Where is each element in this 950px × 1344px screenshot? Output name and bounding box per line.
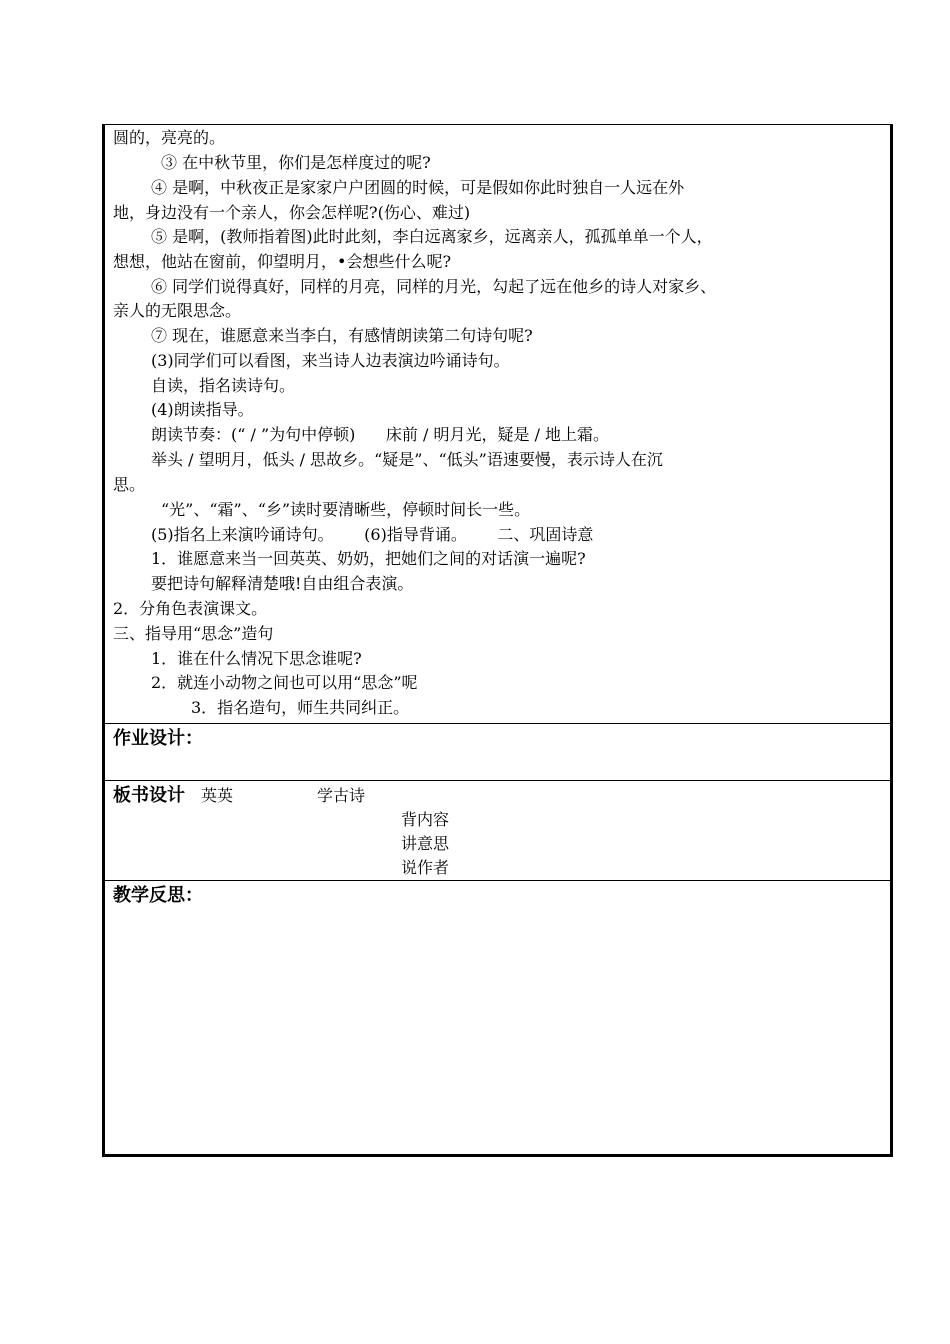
lesson-line: 地，身边没有一个亲人，你会怎样呢?(伤心、难过) xyxy=(113,203,471,222)
lesson-line: 想想，他站在窗前，仰望明月，•会想些什么呢? xyxy=(113,252,452,271)
homework-heading: 作业设计： xyxy=(113,728,203,749)
lesson-line: (4)朗读指导。 xyxy=(151,400,254,419)
lesson-line: ③ 在中秋节里，你们是怎样度过的呢? xyxy=(161,153,431,172)
board-name: 英英 xyxy=(201,786,234,805)
lesson-line: (5)指名上来演吟诵诗句。 (6)指导背诵。 二、巩固诗意 xyxy=(151,525,594,544)
lesson-line: ⑦ 现在，谁愿意来当李白，有感情朗读第二句诗句呢? xyxy=(151,326,533,345)
lesson-line: 要把诗句解释清楚哦!自由组合表演。 xyxy=(151,574,414,593)
lesson-line: 圆的，亮亮的。 xyxy=(113,128,226,147)
teaching-reflection-section xyxy=(105,880,890,1154)
board-design-section xyxy=(105,780,890,881)
lesson-line: 亲人的无限思念。 xyxy=(113,301,242,320)
lesson-line: 2．就连小动物之间也可以用“思念”呢 xyxy=(151,673,418,692)
lesson-line: (3)同学们可以看图，来当诗人边表演边吟诵诗句。 xyxy=(151,351,510,370)
reflection-heading: 教学反思： xyxy=(113,885,203,906)
lesson-line: ⑥ 同学们说得真好，同样的月亮，同样的月光，勾起了远在他乡的诗人对家乡、 xyxy=(151,277,717,296)
board-title: 学古诗 xyxy=(317,786,366,805)
board-heading: 板书设计 xyxy=(113,785,185,806)
homework-section xyxy=(105,723,890,781)
lesson-line: 自读，指名读诗句。 xyxy=(151,376,296,395)
lesson-line: 朗读节奏：(“ / ”为句中停顿) 床前 / 明月光，疑是 / 地上霜。 xyxy=(151,425,610,444)
lesson-line: 三、指导用“思念”造句 xyxy=(113,624,274,643)
board-item: 背内容 xyxy=(401,810,450,829)
lesson-line: 2．分角色表演课文。 xyxy=(113,599,268,618)
lesson-line: ⑤ 是啊，(教师指着图)此时此刻，李白远离家乡，远离亲人，孤孤单单一个人， xyxy=(151,227,713,246)
lesson-line: 1．谁在什么情况下思念谁呢? xyxy=(151,649,362,668)
lesson-line: 举头 / 望明月，低头 / 思故乡。“疑是”、“低头”语速要慢，表示诗人在沉 xyxy=(151,450,663,469)
lesson-line: 思。 xyxy=(113,475,146,494)
lesson-line: 3．指名造句，师生共同纠正。 xyxy=(191,698,410,717)
board-item: 讲意思 xyxy=(401,834,450,853)
lesson-line: “光”、“霜”、“乡”读时要清晰些，停顿时间长一些。 xyxy=(161,500,531,519)
lesson-procedure-section xyxy=(105,125,890,723)
lesson-line: ④ 是啊，中秋夜正是家家户户团圆的时候，可是假如你此时独自一人远在外 xyxy=(151,178,685,197)
lesson-line: 1．谁愿意来当一回英英、奶奶，把她们之间的对话演一遍呢? xyxy=(151,549,586,568)
lesson-plan-table xyxy=(102,124,893,1157)
board-item: 说作者 xyxy=(401,858,450,877)
